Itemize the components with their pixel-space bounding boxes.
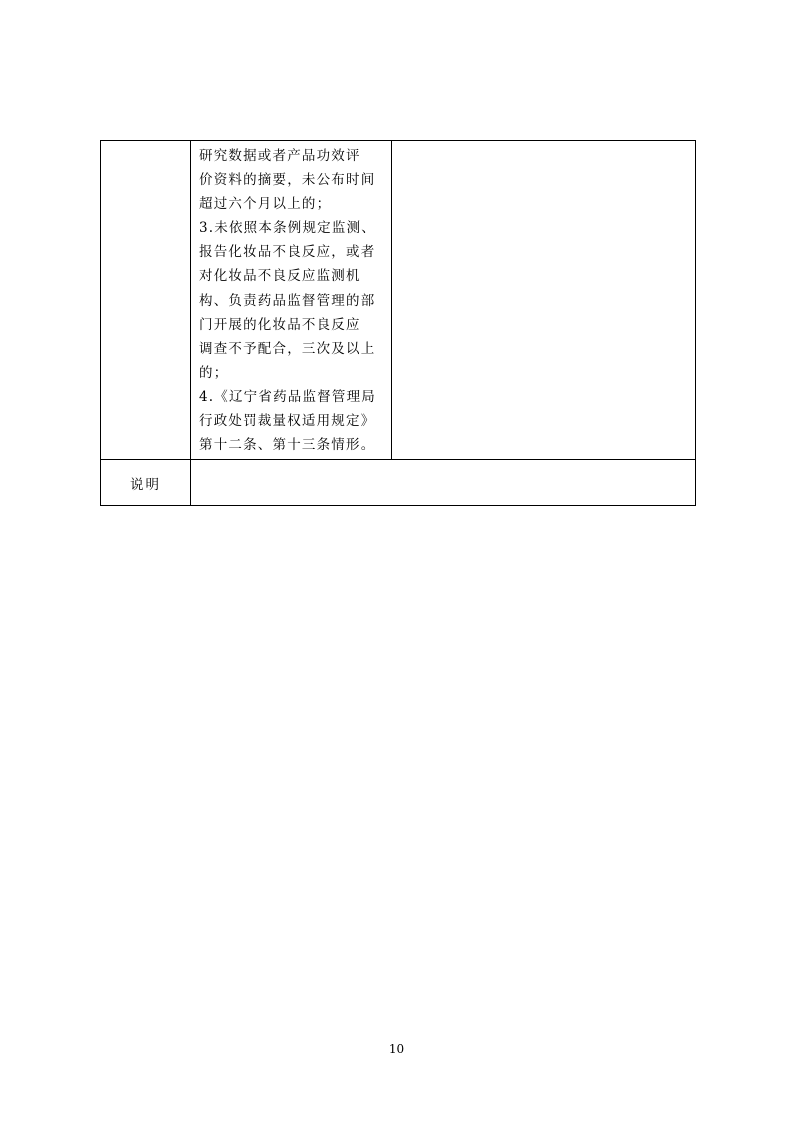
text-line: 门开展的化妆品不良反应	[199, 316, 361, 333]
text-line: 报告化妆品不良反应，或者	[199, 244, 376, 261]
text-line: 构、负责药品监督管理的部	[199, 292, 376, 309]
text-line: 研究数据或者产品功效评	[199, 148, 361, 164]
note-value	[191, 460, 696, 506]
text-line: 对化妆品不良反应监测机	[199, 268, 361, 285]
text-line: 行政处罚裁量权适用规定》	[199, 413, 376, 430]
text-line: 第十二条、第十三条情形。	[199, 437, 376, 454]
text-line: 3.未依照本条例规定监测、	[199, 220, 376, 237]
text-line: 调查不予配合，三次及以上	[199, 340, 376, 357]
text-line: 超过六个月以上的；	[199, 196, 332, 213]
page-number: 10	[388, 1042, 405, 1056]
table-row-content	[101, 141, 696, 460]
text-line: 的；	[199, 364, 229, 381]
circumstance-text	[191, 141, 391, 459]
penalty-table	[100, 140, 696, 506]
table-row-note	[101, 460, 696, 506]
category-cell	[101, 141, 191, 460]
text-line: 价资料的摘要，未公布时间	[199, 172, 376, 189]
text-line: 4.《辽宁省药品监督管理局	[199, 388, 376, 405]
circumstance-cell	[191, 141, 392, 460]
note-label: 说明	[101, 460, 191, 506]
penalty-cell	[392, 141, 696, 460]
